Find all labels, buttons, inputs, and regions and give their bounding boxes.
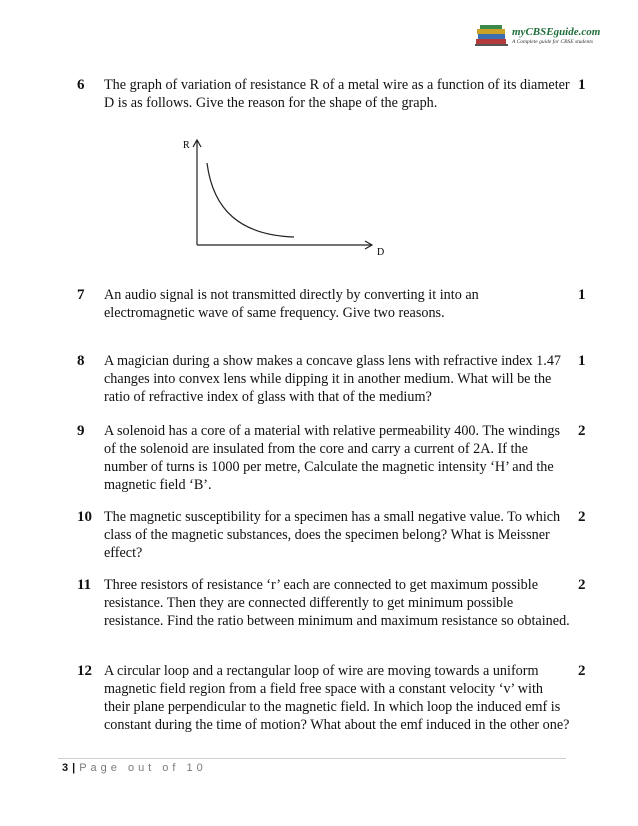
- question-number: 7: [77, 287, 85, 303]
- page-footer: [62, 762, 207, 774]
- question-text: Three resistors of resistance ‘r’ each are connected to get maximum possible resistance. Then they are connected differently to get minimum possible resistance. Find the ratio between minimum and maximum resistance so obtained.: [104, 577, 570, 629]
- page-count-text: Page out of 10: [79, 762, 207, 774]
- question-number: 11: [77, 577, 92, 593]
- logo-tagline: A Complete guide for CBSE students: [512, 38, 594, 45]
- question-marks: 1: [578, 353, 586, 369]
- question-text: The graph of variation of resistance R of a metal wire as a function of its diameter D is as follows. Give the reason for the shape of the graph.: [104, 77, 570, 111]
- footer-separator: |: [72, 762, 76, 774]
- question-text: The magnetic susceptibility for a specimen has a small negative value. To which class of the magnetic substances, does the specimen belong? What is Meissner effect?: [104, 509, 561, 561]
- question-text: A solenoid has a core of a material with relative permeability 400. The windings of the solenoid are insulated from the core and carry a current of 2A. If the number of turns is 1000 per metre, Calculate the magnetic intensity ‘H’ and the magnetic field ‘B’.: [104, 423, 560, 493]
- x-axis-label: D: [377, 247, 385, 258]
- question-marks: 2: [578, 509, 586, 525]
- question-text: A circular loop and a rectangular loop of wire are moving towards a uniform magnetic field region from a field free space with a constant velocity ‘v’ with their plane perpendicular to the magnetic field. In which loop the induced emf is constant during the time of motion? What about the emf induced in the other one?: [104, 663, 570, 733]
- y-axis-label: R: [183, 140, 190, 151]
- question-marks: 2: [578, 663, 586, 679]
- page-number: 3: [62, 762, 69, 774]
- logo-name: myCBSEguide.com: [512, 25, 601, 38]
- resistance-curve: [207, 163, 294, 237]
- site-logo: [474, 22, 601, 50]
- question-number: 10: [77, 509, 92, 525]
- question-number: 6: [77, 77, 85, 93]
- question-marks: 1: [578, 287, 586, 303]
- question-text: An audio signal is not transmitted directly by converting it into an electromagnetic wave of same frequency. Give two reasons.: [104, 287, 479, 321]
- resistance-vs-diameter-graph: [180, 135, 400, 260]
- question-text: A magician during a show makes a concave glass lens with refractive index 1.47 changes into convex lens while dipping it in another medium. What will be the ratio of refractive index of glass with that of the medium?: [104, 353, 562, 405]
- question-number: 9: [77, 423, 85, 439]
- question-marks: 2: [578, 423, 586, 439]
- question-number: 12: [77, 663, 92, 679]
- footer-divider: [58, 758, 566, 759]
- question-marks: 2: [578, 577, 586, 593]
- question-marks: 1: [578, 77, 586, 93]
- books-logo-icon: [474, 23, 510, 49]
- question-number: 8: [77, 353, 85, 369]
